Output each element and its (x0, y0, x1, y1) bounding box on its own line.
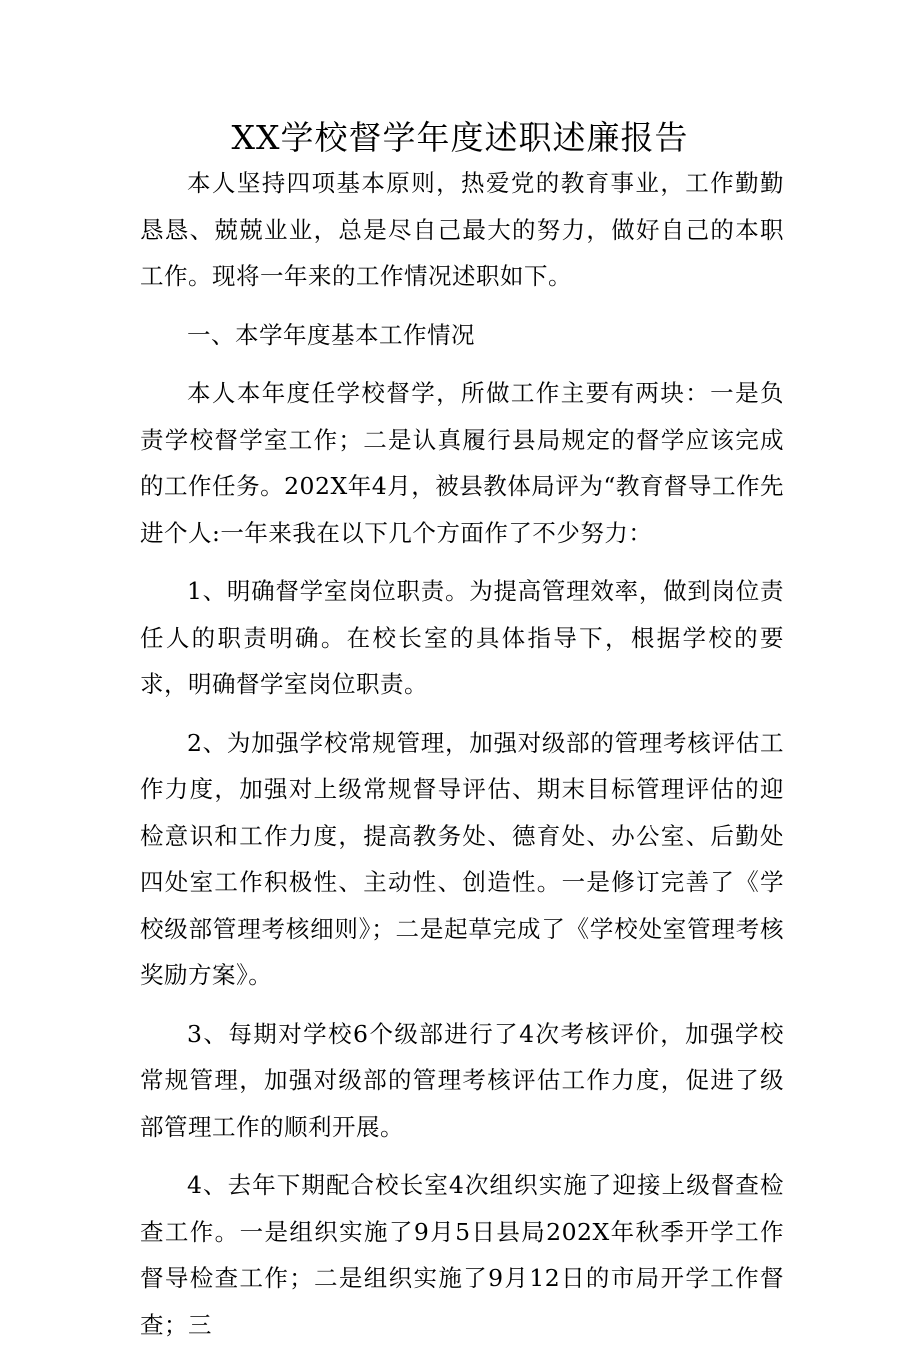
paragraph-intro: 本人坚持四项基本原则，热爱党的教育事业，工作勤勤恳恳、兢兢业业，总是尽自己最大的努力，做好自己的本职工作。现将一年来的工作情况述职如下。 (140, 169, 784, 290)
paragraph-duties: 本人本年度任学校督学，所做工作主要有两块：一是负责学校督学室工作；二是认真履行县局规定的督学应该完成的工作任务。202X年4月，被县教体局评为“教育督导工作先进个人:一年来我在以下几个方面作了不少努力： (140, 379, 784, 547)
document-body (140, 160, 784, 1348)
section-heading-1: 一、本学年度基本工作情况 (187, 320, 475, 349)
paragraph-item-1: 1、明确督学室岗位职责。为提高管理效率，做到岗位责任人的职责明确。在校长室的具体指导下，根据学校的要求，明确督学室岗位职责。 (140, 577, 784, 698)
paragraph-item-3: 3、每期对学校6个级部进行了4次考核评价，加强学校常规管理，加强对级部的管理考核评估工作力度，促进了级部管理工作的顺利开展。 (140, 1019, 784, 1141)
paragraph-item-4: 4、去年下期配合校长室4次组织实施了迎接上级督查检查工作。一是组织实施了9月5日县局202X年秋季开学工作督导检查工作；二是组织实施了9月12日的市局开学工作督查；三 (140, 1171, 784, 1339)
paragraph-item-2: 2、为加强学校常规管理，加强对级部的管理考核评估工作力度，加强对上级常规督导评估、期末目标管理评估的迎检意识和工作力度，提高教务处、德育处、办公室、后勤处四处室工作积极性、主动性、创造性。一是修订完善了《学校级部管理考核细则》；二是起草完成了《学校处室管理考核奖励方案》。 (140, 728, 784, 989)
document-title: XX学校督学年度述职述廉报告 (231, 118, 689, 157)
